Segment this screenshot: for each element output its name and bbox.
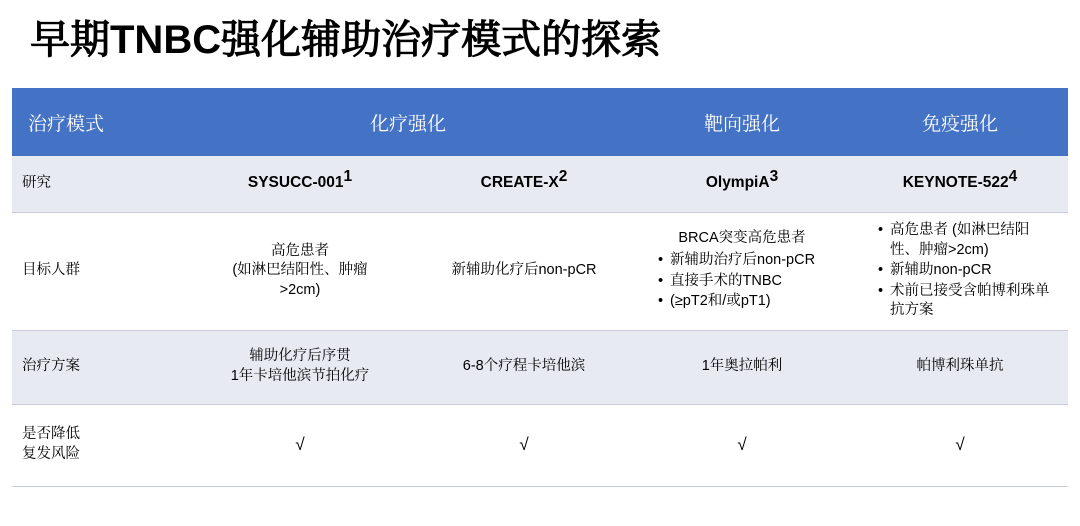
row-label-study: 研究 xyxy=(12,156,184,212)
row-label-regimen: 治疗方案 xyxy=(12,330,184,404)
header-cell-chemo: 化疗强化 xyxy=(184,88,632,156)
cell-study-keynote xyxy=(852,156,1068,212)
regimen-line: 辅助化疗后序贯 xyxy=(249,348,351,365)
list-item: • 直接手术的TNBC xyxy=(658,272,842,292)
cell-benefit-olympia xyxy=(632,404,852,486)
list-item: • 新辅助non-pCR xyxy=(878,261,1058,281)
header-cell-targeted: 靶向强化 xyxy=(632,88,852,156)
check-mark: √ xyxy=(737,434,747,454)
footnote-ref-4: 4 xyxy=(1008,168,1018,186)
header-cell-immune: 免疫强化 xyxy=(852,88,1068,156)
row-label-line: 是否降低 xyxy=(22,426,80,443)
population-heading: BRCA突变高危患者 xyxy=(678,230,806,247)
cell-regimen-keynote xyxy=(852,330,1068,404)
header-cell-mode: 治疗模式 xyxy=(12,88,184,156)
population-bullets xyxy=(862,221,1058,321)
list-item: • 术前已接受含帕博利珠单抗方案 xyxy=(878,282,1058,321)
list-item: • 高危患者 (如淋巴结阳性、肿瘤>2cm) xyxy=(878,221,1058,260)
cell-regimen-createx xyxy=(416,330,632,404)
population-bullets xyxy=(642,251,842,312)
check-mark: √ xyxy=(519,434,529,454)
row-label-population: 目标人群 xyxy=(12,212,184,330)
regimen-line: 6-8个疗程卡培他滨 xyxy=(462,358,586,375)
check-mark: √ xyxy=(295,434,305,454)
population-line: 高危患者 xyxy=(271,242,329,259)
comparison-table xyxy=(12,88,1068,487)
table-header-row xyxy=(12,88,1068,156)
cell-population-sysucc xyxy=(184,212,416,330)
study-name-createx: CREATE-X xyxy=(480,174,559,192)
row-label-line: 复发风险 xyxy=(22,446,80,462)
cell-population-olympia xyxy=(632,212,852,330)
table-row xyxy=(12,212,1068,330)
study-name-olympia: OlympiA xyxy=(705,174,770,192)
table-row xyxy=(12,156,1068,212)
cell-population-keynote xyxy=(852,212,1068,330)
footnote-ref-1: 1 xyxy=(343,168,353,186)
cell-regimen-sysucc xyxy=(184,330,416,404)
population-line: (如淋巴结阳性、肿瘤 xyxy=(232,262,368,279)
cell-benefit-sysucc xyxy=(184,404,416,486)
regimen-line: 1年卡培他滨节拍化疗 xyxy=(230,368,370,384)
table-row xyxy=(12,330,1068,404)
regimen-line: 1年奥拉帕利 xyxy=(701,358,783,375)
cell-study-createx xyxy=(416,156,632,212)
cell-benefit-createx xyxy=(416,404,632,486)
list-item: • 新辅助治疗后non-pCR xyxy=(658,251,842,271)
footnote-ref-3: 3 xyxy=(769,168,779,186)
population-line: 新辅助化疗后non-pCR xyxy=(451,262,597,279)
footnote-ref-2: 2 xyxy=(558,168,568,186)
page-title: 早期TNBC强化辅助治疗模式的探索 xyxy=(30,18,662,62)
study-name-sysucc: SYSUCC-001 xyxy=(247,174,344,192)
study-name-keynote: KEYNOTE-522 xyxy=(902,174,1009,192)
check-mark: √ xyxy=(955,434,965,454)
cell-benefit-keynote xyxy=(852,404,1068,486)
cell-population-createx xyxy=(416,212,632,330)
list-item-continuation: • (≥pT2和/或pT1) xyxy=(658,292,842,312)
regimen-line: 帕博利珠单抗 xyxy=(916,358,1004,375)
row-label-recurrence xyxy=(12,404,184,486)
cell-regimen-olympia xyxy=(632,330,852,404)
cell-study-sysucc xyxy=(184,156,416,212)
cell-study-olympia xyxy=(632,156,852,212)
table xyxy=(12,88,1068,487)
table-row xyxy=(12,404,1068,486)
population-line: >2cm) xyxy=(279,281,321,298)
